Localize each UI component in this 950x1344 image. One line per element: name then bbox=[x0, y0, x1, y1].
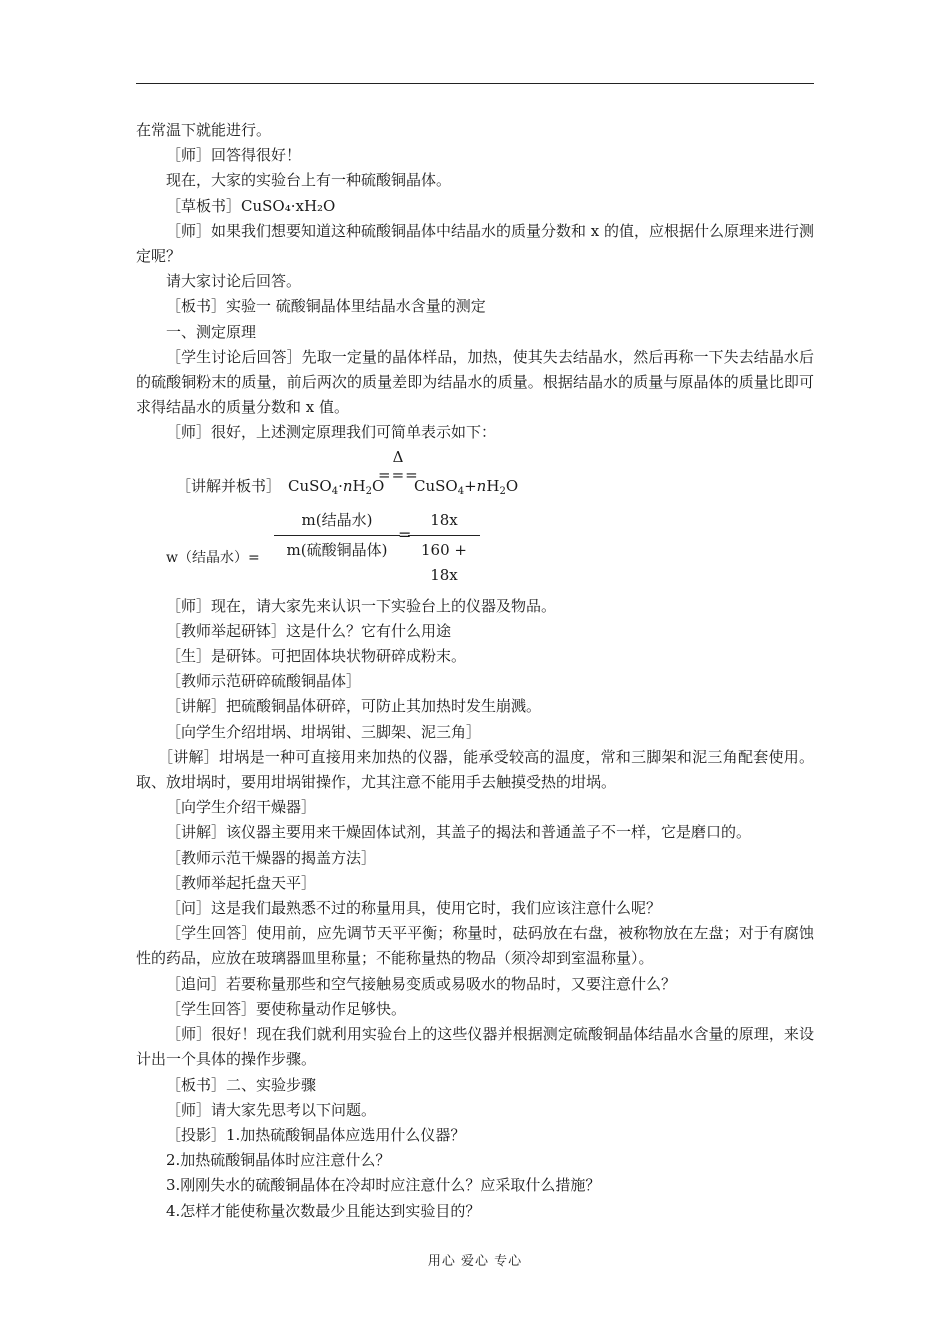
paragraph: ［师］很好！现在我们就利用实验台上的这些仪器并根据测定硫酸铜晶体结晶水含量的原理，来设计出一个具体的操作步骤。 bbox=[136, 1025, 814, 1069]
paragraph: ［向学生介绍干燥器］ bbox=[166, 798, 317, 817]
equation-products: $CuSO_4+nH_2O$ bbox=[414, 476, 519, 497]
paragraph: ［讲解］该仪器主要用来干燥固体试剂，其盖子的揭法和普通盖子不一样，它是磨口的。 bbox=[166, 823, 752, 842]
paragraph: ［教师举起托盘天平］ bbox=[166, 873, 317, 892]
document-body bbox=[136, 118, 814, 1224]
paragraph: ［学生讨论后回答］先取一定量的晶体样品，加热，使其失去结晶水，然后再称一下失去结晶水后的硫酸铜粉末的质量，前后两次的质量差即为结晶水的质量。根据结晶水的质量与原晶体的质量比即可求得结晶水的质量分数和 x 值。 bbox=[136, 347, 814, 417]
paragraph: ［学生回答］要使称量动作足够快。 bbox=[166, 999, 407, 1018]
fraction-numerator: 18x bbox=[408, 508, 480, 536]
paragraphs-part-1 bbox=[136, 118, 814, 446]
paragraph: 现在，大家的实验台上有一种硫酸铜晶体。 bbox=[166, 171, 452, 190]
paragraph: ［师］回答得很好！ bbox=[166, 146, 302, 165]
paragraph: ［师］如果我们想要知道这种硫酸铜晶体中结晶水的质量分数和 x 的值，应根据什么原理来进行测定呢？ bbox=[136, 221, 815, 266]
paragraph: ［向学生介绍坩埚、坩埚钳、三脚架、泥三角］ bbox=[166, 722, 482, 741]
paragraph: 2.加热硫酸铜晶体时应注意什么？ bbox=[166, 1151, 391, 1170]
paragraph: 3.刚刚失水的硫酸铜晶体在冷却时应注意什么？应采取什么措施？ bbox=[166, 1176, 601, 1195]
equation-label: ［讲解并板书］ bbox=[176, 476, 282, 495]
paragraph: 4.怎样才能使称量次数最少且能达到实验目的？ bbox=[166, 1201, 481, 1220]
page-footer: 用心 爱心 专心 bbox=[427, 1254, 523, 1269]
paragraph: ［教师示范干燥器的揭盖方法］ bbox=[166, 848, 377, 867]
paragraph: ［师］很好，上述测定原理我们可简单表示如下： bbox=[166, 423, 497, 442]
paragraph: ［讲解］把硫酸铜晶体研碎，可防止其加热时发生崩溅。 bbox=[166, 697, 542, 716]
equals-sign: = bbox=[398, 524, 412, 544]
decomposition-equation bbox=[136, 448, 814, 500]
fraction-mass-ratio bbox=[274, 508, 400, 563]
paragraph: ［草板书］CuSO₄·xH₂O bbox=[166, 196, 336, 215]
paragraph: 请大家讨论后回答。 bbox=[166, 272, 302, 291]
paragraph: ［教师举起研钵］这是什么？它有什么用途 bbox=[166, 621, 452, 640]
paragraphs-part-2 bbox=[136, 594, 814, 1224]
paragraph: ［讲解］坩埚是一种可直接用来加热的仪器，能承受较高的温度，常和三脚架和泥三角配套使用。取、放坩埚时，要用坩埚钳操作，尤其注意不能用手去触摸受热的坩埚。 bbox=[136, 747, 814, 792]
mass-fraction-formula bbox=[136, 504, 814, 585]
paragraph: 一、测定原理 bbox=[166, 322, 257, 341]
paragraph: ［生］是研钵。可把固体块状物研碎成粉末。 bbox=[166, 647, 467, 666]
paragraph: ［师］请大家先思考以下问题。 bbox=[166, 1100, 377, 1119]
heat-symbol: Δ bbox=[392, 447, 404, 466]
paragraph: ［学生回答］使用前，应先调节天平平衡；称量时，砝码放在右盘，被称物放在左盘；对于有腐蚀性的药品，应放在玻璃器皿里称量；不能称量热的物品（须冷却到室温称量）。 bbox=[136, 924, 814, 968]
fraction-numerator: m(结晶水) bbox=[274, 508, 400, 536]
formula-label: w（结晶水）= bbox=[166, 549, 260, 566]
header-rule bbox=[136, 83, 814, 84]
paragraph: ［追问］若要称量那些和空气接触易变质或易吸水的物品时，又要注意什么？ bbox=[166, 974, 677, 993]
paragraph: ［师］现在，请大家先来认识一下实验台上的仪器及物品。 bbox=[166, 596, 557, 615]
paragraph: ［投影］1.加热硫酸铜晶体应选用什么仪器？ bbox=[166, 1125, 466, 1144]
paragraph: 在常温下就能进行。 bbox=[136, 121, 272, 139]
equation-condition bbox=[378, 448, 418, 484]
equation-arrow: === bbox=[378, 465, 419, 484]
paragraph: ［板书］二、实验步骤 bbox=[166, 1075, 317, 1094]
paragraph: ［板书］实验一 硫酸铜晶体里结晶水含量的测定 bbox=[166, 297, 486, 316]
equation-reactant: $CuSO_4\cdot nH_2O$ bbox=[288, 476, 385, 497]
fraction-denominator: 160 + 18x bbox=[421, 540, 467, 585]
fraction-molar-ratio bbox=[408, 508, 480, 589]
paragraph: ［教师示范研碎硫酸铜晶体］ bbox=[166, 672, 362, 691]
paragraph: ［问］这是我们最熟悉不过的称量用具，使用它时，我们应该注意什么呢？ bbox=[166, 899, 662, 918]
fraction-denominator: m(硫酸铜晶体) bbox=[286, 540, 388, 559]
